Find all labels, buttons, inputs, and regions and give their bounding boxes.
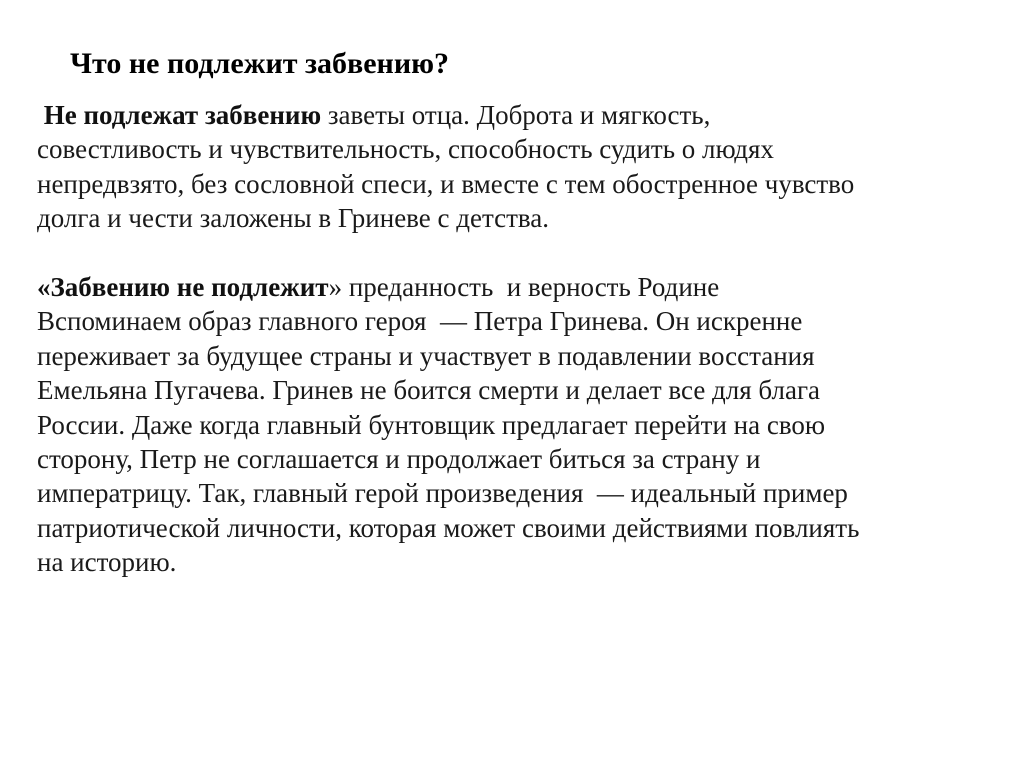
bold-lead-phrase: Не подлежат забвению: [37, 100, 322, 130]
paragraph-line: Емельяна Пугачева. Гринев не боится смерти и делает все для блага: [37, 375, 821, 406]
paragraph-line: императрицу. Так, главный герой произведения — идеальный пример: [37, 478, 848, 509]
paragraph-line: непредвзято, без сословной спеси, и вместе с тем обостренное чувство: [37, 168, 855, 199]
paragraph-line: на историю.: [37, 547, 177, 578]
slide-title: Что не подлежит забвению?: [70, 47, 450, 80]
paragraph-line: совестливость и чувствительность, способность судить о людях: [37, 134, 774, 165]
bold-lead-phrase: «Забвению не подлежит: [37, 272, 329, 303]
paragraph-line: переживает за будущее страны и участвует в подавлении восстания: [37, 340, 815, 371]
paragraph-line: сторону, Петр не соглашается и продолжает биться за страну и: [37, 444, 761, 475]
line-text: » преданность и верность Родине: [328, 272, 720, 303]
paragraph-line: патриотической личности, которая может своими действиями повлиять: [37, 512, 860, 543]
paragraph-spacer: [37, 236, 997, 270]
slide-body: [37, 98, 997, 580]
paragraph-line: России. Даже когда главный бунтовщик предлагает перейти на свою: [37, 409, 826, 440]
paragraph-loyalty: [37, 270, 997, 580]
line-text: заветы отца. Доброта и мягкость,: [321, 100, 711, 130]
paragraph-line: [37, 98, 997, 132]
paragraph-line: долга и чести заложены в Гриневе с детства.: [37, 203, 549, 234]
paragraph-covenants: [37, 98, 997, 236]
paragraph-line: Вспоминаем образ главного героя — Петра Гринева. Он искренне: [37, 306, 803, 337]
paragraph-line: [37, 270, 997, 304]
